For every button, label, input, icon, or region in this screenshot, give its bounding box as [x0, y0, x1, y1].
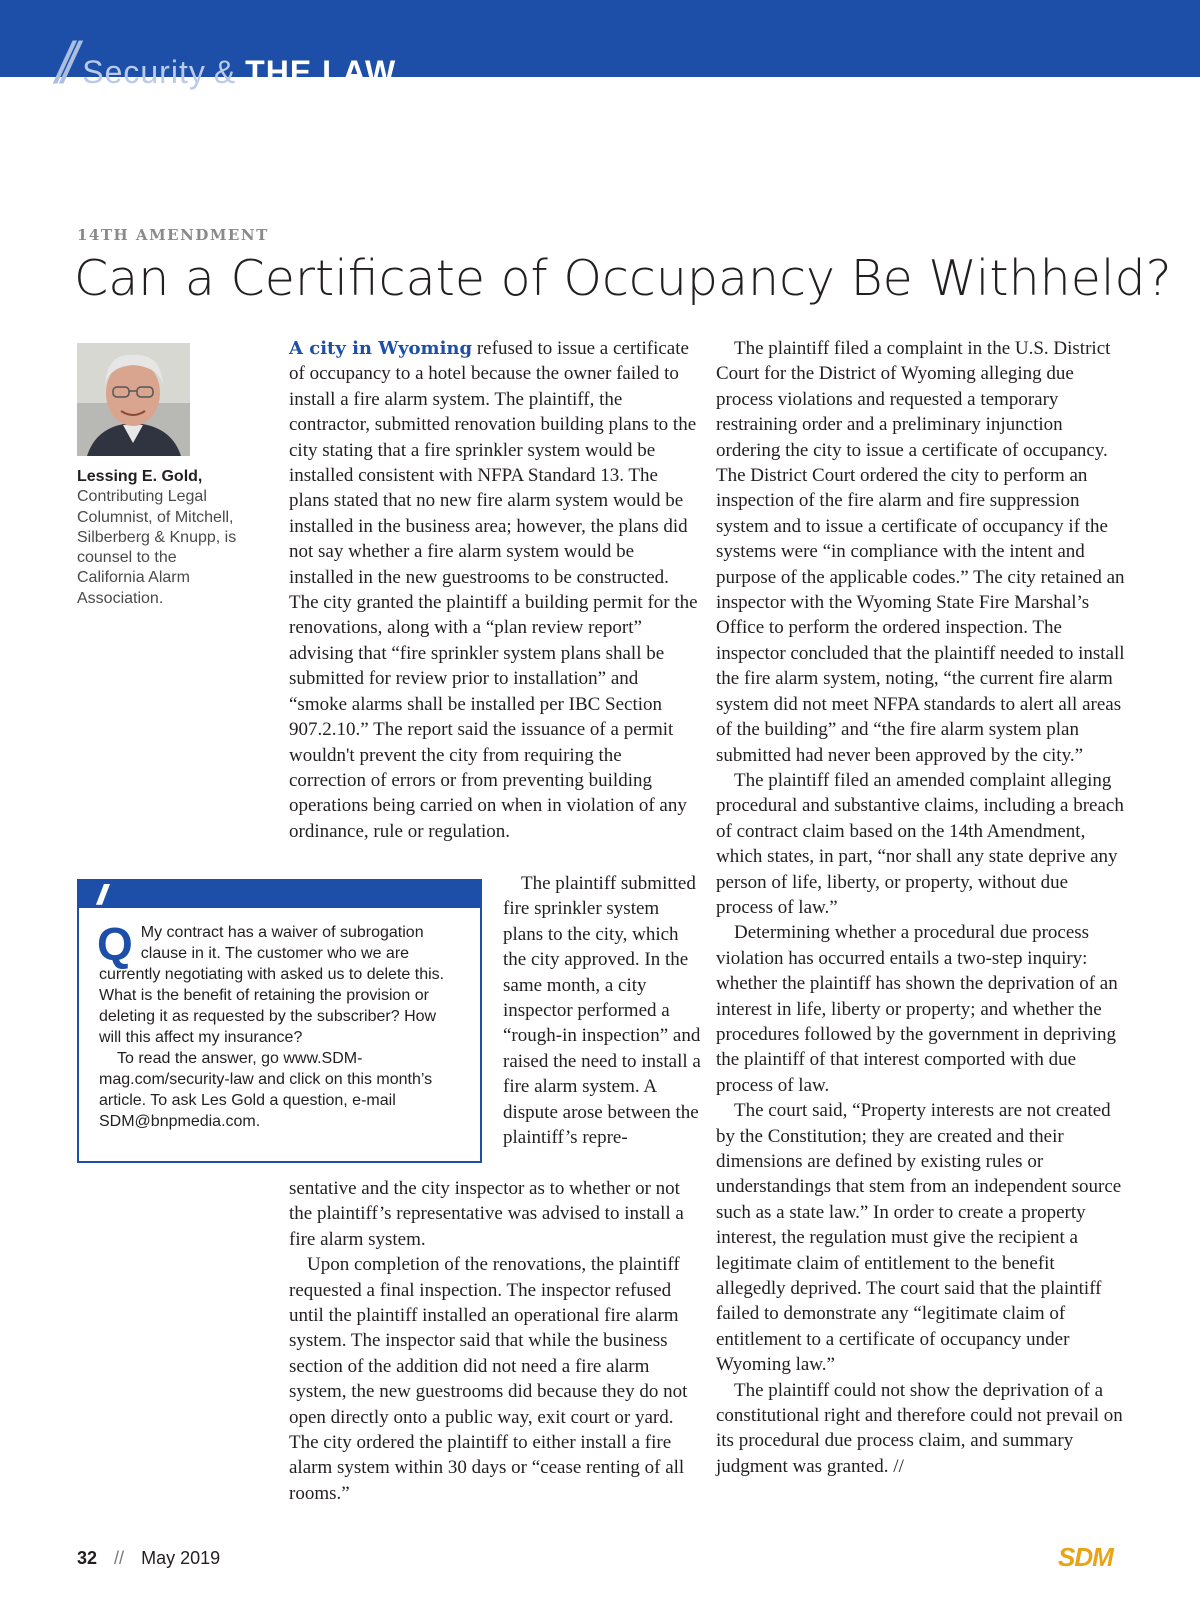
- article-column-1: [289, 336, 699, 844]
- article-column-1-lower: [289, 1176, 699, 1506]
- article-paragraph: The plaintiff could not show the deprivation of a constitutional right and therefore could not prevail on its procedural due process claim, and summary judgment was granted. //: [716, 1379, 1123, 1477]
- author-description: Contributing Legal Columnist, of Mitchell, Silberberg & Knupp, is counsel to the California Alarm Association.: [77, 488, 237, 607]
- section-name-light: Security: [82, 54, 206, 90]
- headline: Can a Certificate of Occupancy Be Withheld?: [74, 250, 1172, 307]
- qa-q-letter: Q: [97, 918, 133, 970]
- article-paragraph: sentative and the city inspector as to whether or not the plaintiff’s representative was advised to install a fire alarm system.: [289, 1178, 684, 1250]
- article-paragraph: [289, 336, 699, 844]
- author-bio: [77, 467, 237, 609]
- qa-callout-bar: [79, 881, 480, 908]
- article-paragraph: Determining whether a procedural due process violation has occurred entails a two-step inquiry: whether the plaintiff has shown the deprivation of an interest in life, liberty or property; and whether the procedures followed by the government in depriving the plaintiff of that interest comported with due process of law.: [716, 922, 1118, 1096]
- article-column-1-wrap: [503, 871, 703, 1150]
- article-paragraph: The plaintiff submitted fire sprinkler system plans to the city, which the city approved. In the same month, a city inspector performed a “rough-in inspection” and raised the need to install a fire alarm system. A dispute arose between the plaintiff’s repre-: [503, 873, 701, 1149]
- paragraph-text: refused to issue a certificate of occupancy to a hotel because the owner failed to install a fire alarm system. The plaintiff, the contractor, submitted renovation building plans to the city stating that a fire sprinkler system would be installed consistent with NFPA Standard 13. The plans stated that no new fire alarm system would be installed in the business area; however, the plans did not say whether a fire alarm system would be installed in the new guestrooms to be constructed. The city granted the plaintiff a building permit for the renovations, along with a “plan review report” advising that “fire sprinkler system plans shall be submitted for review prior to installation” and “smoke alarms shall be installed per IBC Section 907.2.10.” The report said the issuance of a permit wouldn't prevent the city from requiring the correction of errors or from preventing building operations being carried on when in violation of any ordinance, rule or regulation.: [289, 338, 698, 842]
- article-paragraph: The plaintiff filed a complaint in the U.S. District Court for the District of Wyoming alleging due process violations and requested a temporary restraining order and a preliminary injunction ordering the city to issue a certificate of occupancy. The District Court ordered the city to perform an inspection of the fire alarm and fire suppression system and to issue a certificate of occupancy if the systems were “in compliance with the intent and purpose of the applicable codes.” The city retained an inspector with the Wyoming State Fire Marshal’s Office to perform the ordered inspection. The inspector concluded that the plaintiff needed to install the fire alarm system, noting, “the current fire alarm system did not meet NFPA standards to alert all areas of the building” and “the fire alarm system plan submitted had never been approved by the city.”: [716, 338, 1125, 766]
- article-paragraph: The court said, “Property interests are not created by the Constitution; they are created and their dimensions are defined by existing rules or understandings that stem from an independent source such as a state law.” In order to create a property interest, the regulation must give the recipient a legitimate claim of entitlement to the benefit allegedly deprived. The court said that the plaintiff failed to demonstrate any “legitimate claim of entitlement to a certificate of occupancy under Wyoming law.”: [716, 1100, 1122, 1376]
- footer-separator: //: [114, 1548, 125, 1568]
- article-paragraph: The plaintiff filed an amended complaint alleging procedural and substantive claims, including a breach of contract claim based on the 14th Amendment, which states, in part, “nor shall any state deprive any person of life, liberty, or property, without due process of law.”: [716, 769, 1124, 918]
- issue-date: May 2019: [141, 1548, 221, 1568]
- article-column-2: [716, 336, 1126, 1479]
- author-name: Lessing E. Gold,: [77, 468, 203, 485]
- qa-question: My contract has a waiver of subrogation clause in it. The customer who we are currently negotiating with asked us to delete this. What is the benefit of retaining the provision or deleting it as requested by the subscriber? How will this affect my insurance?: [99, 924, 445, 1046]
- article-paragraph: Upon completion of the renovations, the plaintiff requested a final inspection. The inspector refused until the plaintiff installed an operational fire alarm system. The inspector said that while the business section of the addition did not need a fire alarm system, the new guestrooms did because they do not open directly onto a public way, exit court or yard. The city ordered the plaintiff to either install a fire alarm system within 30 days or “cease renting of all rooms.”: [289, 1254, 688, 1504]
- lead-in: A city in Wyoming: [289, 338, 473, 359]
- section-ampersand: &: [213, 54, 236, 90]
- page-number: 32: [77, 1548, 98, 1568]
- qa-callout-body: [79, 908, 480, 1132]
- qa-callout-box: [77, 879, 482, 1163]
- author-photo: [77, 343, 190, 456]
- qa-bar-slashes: //: [97, 879, 103, 910]
- kicker: 14TH AMENDMENT: [77, 226, 269, 244]
- section-slashes: //: [56, 31, 69, 96]
- qa-answer: To read the answer, go www.SDM-mag.com/security-law and click on this month’s article. To ask Les Gold a question, e-mail SDM@bnpmedia.com.: [99, 1050, 433, 1130]
- section-header: [56, 31, 397, 96]
- author-portrait-image: [77, 343, 190, 456]
- page-footer: [77, 1548, 220, 1569]
- section-name-bold: THE LAW: [245, 54, 397, 90]
- sdm-logo: SDM: [1058, 1542, 1113, 1572]
